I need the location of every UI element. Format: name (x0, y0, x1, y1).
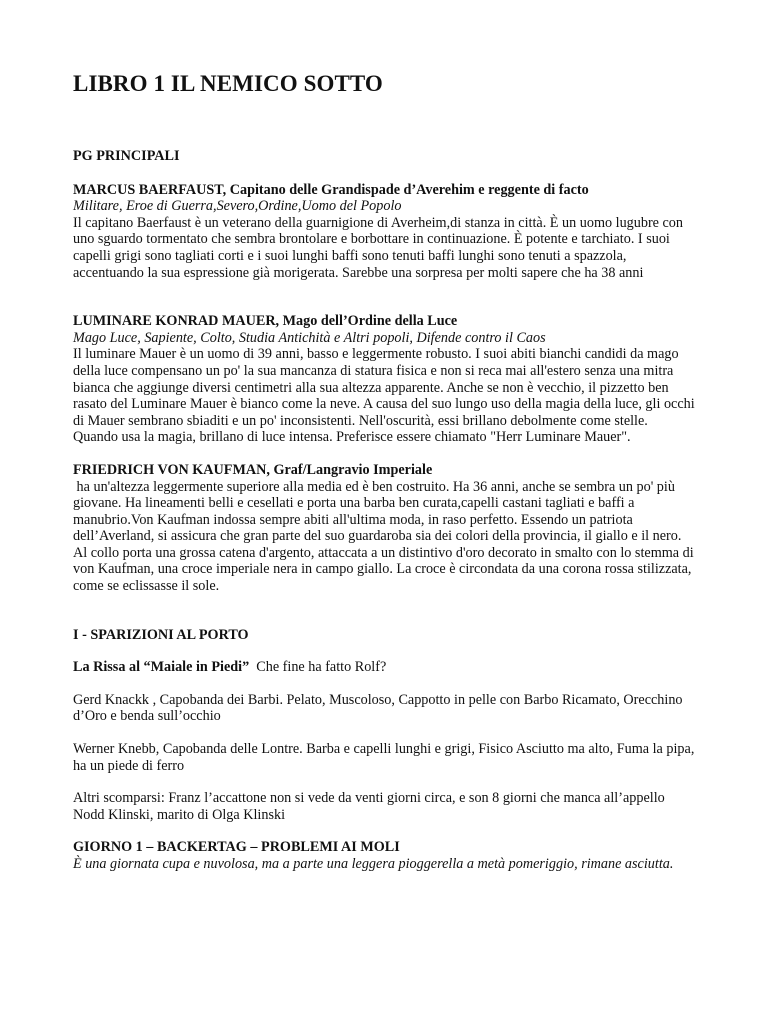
character-heading-konrad: LUMINARE KONRAD MAUER, Mago dell’Ordine della Luce (73, 313, 458, 330)
npc-description-werner: Werner Knebb, Capobanda delle Lontre. Barba e capelli lunghi e grigi, Fisico Asciutto ma alto, Fuma la pipa, ha un piede di ferro (73, 741, 695, 774)
character-traits-konrad: Mago Luce, Sapiente, Colto, Studia Antichità e Altri popoli, Difende contro il Caos (73, 329, 546, 346)
character-description-konrad: Il luminare Mauer è un uomo di 39 anni, basso e leggermente robusto. I suoi abiti bianchi candidi da mago della luce compensano un po' la sua mancanza di statura fisica e non si reca mai all'estero senza una mitra bianca che aggiunge diversi centimetri alla sua altezza apparente. Anche se non è vecchio, il pizzetto ben rasato del Luminare Mauer è bianco come la neve. A causa del suo lungo uso della magia della luce, gli occhi di Mauer sembrano sbiaditi e un po' inconsistenti. Nell'oscurità, essi brillano debolmente come stelle. Quando usa la magia, brillano di luce intensa. Preferisce essere chiamato "Herr Luminare Mauer". (73, 346, 695, 446)
document-title: LIBRO 1 IL NEMICO SOTTO (73, 71, 383, 96)
character-heading-marcus: MARCUS BAERFAUST, Capitano delle Grandispade d’Averehim e reggente di facto (73, 181, 589, 198)
section-heading-sparizioni: I - SPARIZIONI AL PORTO (73, 626, 249, 643)
character-description-friedrich: ha un'altezza leggermente superiore alla media ed è ben costruito. Ha 36 anni, anche se sembra un po' più giovane. Ha lineamenti belli e cesellati e porta una barba ben curata,capelli castani tagliati e baffi a manubrio.Von Kaufman indossa sempre abiti all'ultima moda, in raso perfetto. Essendo un patriota dell’Averland, si assicura che gran parte del suo guardaroba sia dei colori della provincia, il giallo e il nero. Al collo porta una grossa catena d'argento, attaccata a un distintivo d'oro decorato in smalto con lo stemma di von Kaufman, una croce imperiale nera in campo giallo. La croce è circondata da una corona rossa stilizzata, come se eclissasse il sole. (73, 478, 698, 595)
document-body (73, 70, 698, 873)
scene-question-rissa: Che fine ha fatto Rolf? (249, 659, 387, 676)
character-description-marcus: Il capitano Baerfaust è un veterano della guarnigione di Averheim,di stanza in città. È un uomo lugubre con uno sguardo tormentato che sembra brontolare e borbottare in continuazione. È potente e tarchiato. I suoi capelli grigi sono tagliati corti e i suoi lunghi baffi sono tenuti baffi lunghi sono tenuti a spazzola, accentuando la sua espressione già morigerata. Sarebbe una sorpresa per molti sapere che ha 38 anni (73, 214, 683, 281)
npc-description-gerd: Gerd Knackk , Capobanda dei Barbi. Pelato, Muscoloso, Cappotto in pelle con Barbo Ricamato, Orecchino d’Oro e benda sull’occhio (73, 691, 683, 725)
day-heading-giorno1: GIORNO 1 – BACKERTAG – PROBLEMI AI MOLI (73, 839, 400, 856)
scene-title-rissa: La Rissa al “Maiale in Piedi” (73, 659, 250, 676)
section-heading-pg: PG PRINCIPALI (73, 148, 180, 164)
character-traits-marcus: Militare, Eroe di Guerra,Severo,Ordine,Uomo del Popolo (73, 198, 402, 215)
character-heading-friedrich: FRIEDRICH VON KAUFMAN, Graf/Langravio Imperiale (73, 461, 433, 478)
missing-persons-note: Altri scomparsi: Franz l’accattone non si vede da venti giorni circa, e son 8 giorni che manca all’appello Nodd Klinski, marito di Olga Klinski (73, 790, 665, 823)
scene-line-rissa (73, 659, 695, 676)
day-description-giorno1: È una giornata cupa e nuvolosa, ma a parte una leggera pioggerella a metà pomeriggio, rimane asciutta. (73, 856, 674, 872)
